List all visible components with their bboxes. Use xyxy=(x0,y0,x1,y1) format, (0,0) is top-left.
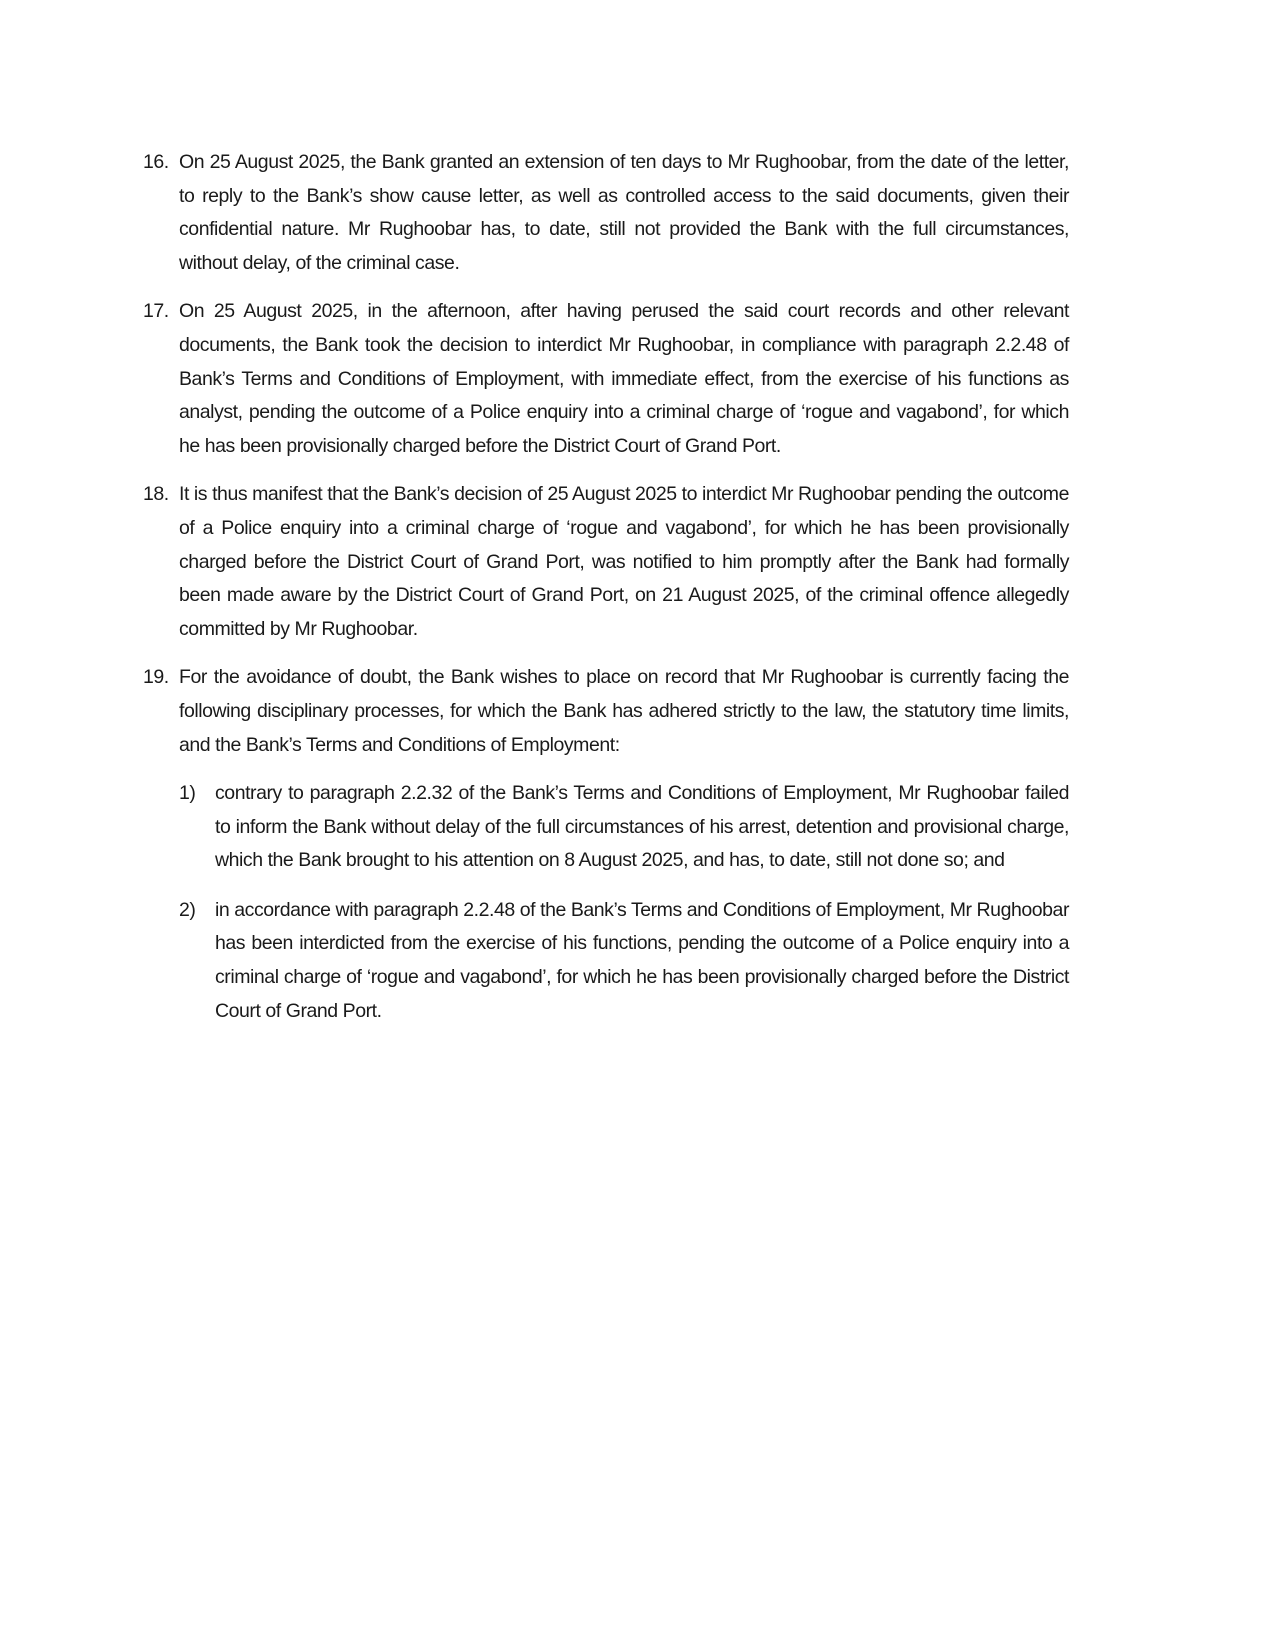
paragraph-text: On 25 August 2025, the Bank granted an extension of ten days to Mr Rughoobar, from the date of the letter, to reply to the Bank’s show cause letter, as well as controlled access to the said documents, given their confidential nature. Mr Rughoobar has, to date, still not provided the Bank with the full circumstances, without delay, of the criminal case. xyxy=(179,151,1069,274)
paragraph-text: It is thus manifest that the Bank’s decision of 25 August 2025 to interdict Mr Rughoobar pending the outcome of a Police enquiry into a criminal charge of ‘rogue and vagabond’, for which he has been provisionally charged before the District Court of Grand Port, was notified to him promptly after the Bank had formally been made aware by the District Court of Grand Port, on 21 August 2025, of the criminal offence allegedly committed by Mr Rughoobar. xyxy=(179,483,1069,640)
list-item-text: contrary to paragraph 2.2.32 of the Bank’s Terms and Conditions of Employment, Mr Rughoobar failed to inform the Bank without delay of the full circumstances of his arrest, detention and provisional charge, which the Bank brought to his attention on 8 August 2025, and has, to date, still not done so; and xyxy=(215,782,1069,872)
list-item-text: in accordance with paragraph 2.2.48 of the Bank’s Terms and Conditions of Employment, Mr Rughoobar has been interdicted from the exercise of his functions, pending the outcome of a Police enquiry into a criminal charge of ‘rogue and vagabond’, for which he has been provisionally charged before the District Court of Grand Port. xyxy=(215,898,1069,1022)
list-item-number: 1) xyxy=(179,782,196,805)
paragraph-19 xyxy=(143,661,1069,762)
paragraph-text: For the avoidance of doubt, the Bank wishes to place on record that Mr Rughoobar is currently facing the following disciplinary processes, for which the Bank has adhered strictly to the law, the statutory time limits, and the Bank’s Terms and Conditions of Employment: xyxy=(179,666,1069,756)
paragraph-17 xyxy=(143,295,1069,463)
paragraph-16 xyxy=(143,146,1069,280)
disciplinary-process-list xyxy=(143,777,1069,1028)
paragraph-18 xyxy=(143,478,1069,646)
paragraph-number: 19. xyxy=(143,666,169,689)
paragraph-text: On 25 August 2025, in the afternoon, after having perused the said court records and other relevant documents, the Bank took the decision to interdict Mr Rughoobar, in compliance with paragraph 2.2.48 of Bank’s Terms and Conditions of Employment, with immediate effect, from the exercise of his functions as analyst, pending the outcome of a Police enquiry into a criminal charge of ‘rogue and vagabond’, for which he has been provisionally charged before the District Court of Grand Port. xyxy=(179,300,1069,457)
list-item xyxy=(143,777,1069,878)
list-item xyxy=(143,894,1069,1028)
paragraph-number: 16. xyxy=(143,151,169,173)
paragraph-number: 17. xyxy=(143,300,169,323)
paragraph-number: 18. xyxy=(143,483,169,506)
list-item-number: 2) xyxy=(179,898,196,921)
document-page xyxy=(143,146,1069,1044)
